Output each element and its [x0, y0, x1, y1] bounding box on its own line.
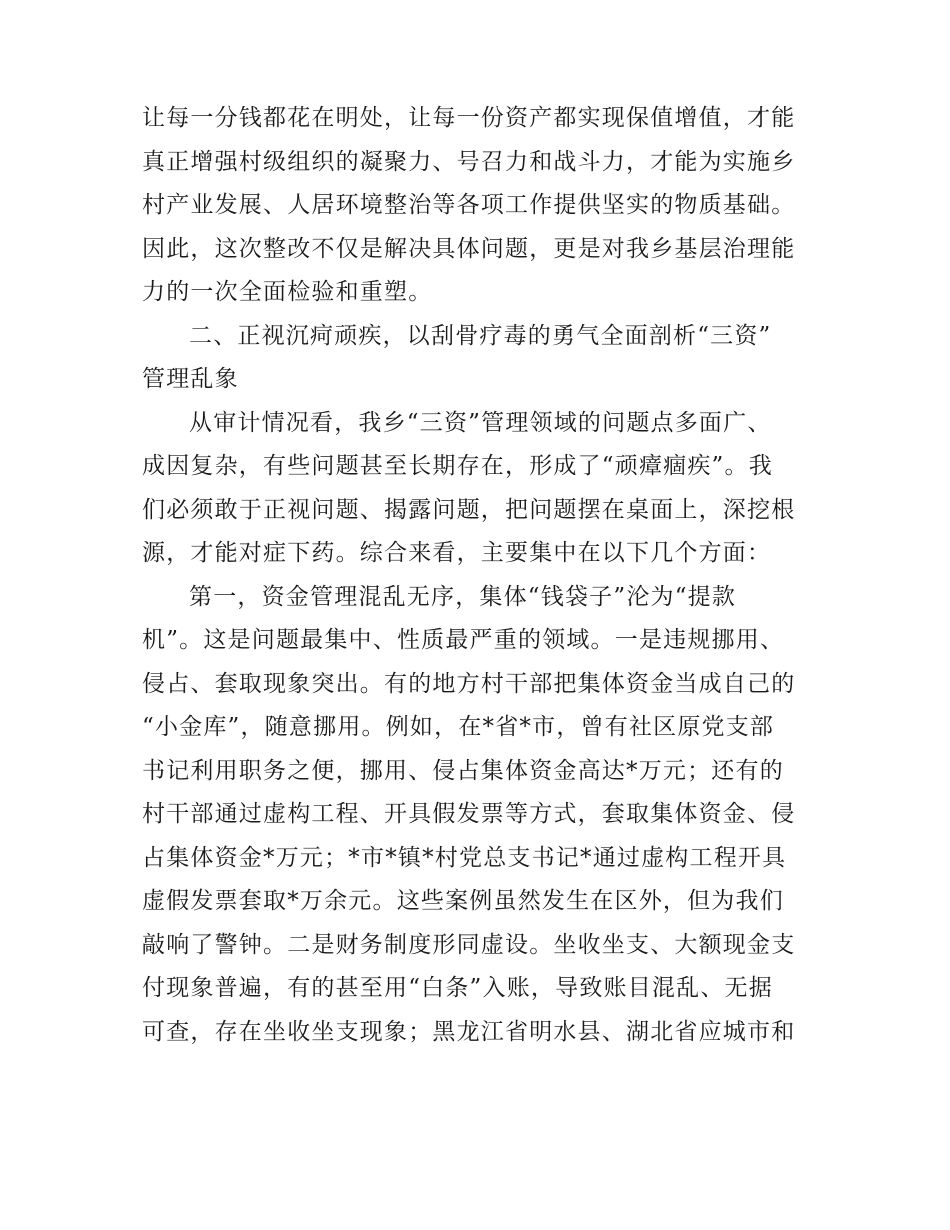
text-line: 村产业发展、人居环境整治等各项工作提供坚实的物质基础。 — [142, 192, 796, 218]
text-line: 村干部通过虚构工程、开具假发票等方式，套取集体资金、侵 — [142, 801, 796, 827]
text-line: 敲响了警钟。二是财务制度形同虚设。坐收坐支、大额现金支 — [142, 931, 796, 958]
paragraph-1 — [142, 97, 814, 315]
text-line: 力的一次全面检验和重塑。 — [142, 279, 433, 305]
heading-line: 管理乱象 — [142, 366, 239, 392]
text-line: 付现象普遍，有的甚至用“白条”入账，导致账目混乱、无据 — [142, 975, 773, 1001]
text-line: 因此，这次整改不仅是解决具体问题，更是对我乡基层治理能 — [142, 235, 796, 262]
document-body — [142, 97, 814, 1054]
heading-line: 二、正视沉疴顽疾，以刮骨疗毒的勇气全面剖析“三资” — [189, 322, 772, 349]
text-line: 可查，存在坐收坐支现象；黑龙江省明水县、湖北省应城市和 — [142, 1018, 796, 1045]
text-line: 虚假发票套取*万余元。这些案例虽然发生在区外，但为我们 — [142, 888, 784, 914]
text-line: 占集体资金*万元；*市*镇*村党总支书记*通过虚构工程开具 — [142, 844, 787, 871]
text-line: 书记利用职务之便，挪用、侵占集体资金高达*万元；还有的 — [142, 757, 784, 784]
text-line: “小金库”，随意挪用。例如，在*省*市，曾有社区原党支部 — [142, 714, 775, 740]
section-heading — [142, 315, 814, 402]
text-line: 机”。这是问题最集中、性质最严重的领域。一是违规挪用、 — [142, 627, 785, 653]
paragraph-2 — [142, 402, 814, 576]
text-line: 让每一分钱都花在明处，让每一份资产都实现保值增值，才能 — [142, 105, 796, 131]
text-line: 从审计情况看，我乡“三资”管理领域的问题点多面广、 — [189, 409, 772, 436]
text-line: 侵占、套取现象突出。有的地方村干部把集体资金当成自己的 — [142, 670, 796, 697]
text-line: 真正增强村级组织的凝聚力、号召力和战斗力，才能为实施乡 — [142, 148, 796, 175]
text-line: 成因复杂，有些问题甚至长期存在，形成了“顽瘴痼疾”。我 — [142, 453, 773, 479]
text-line: 第一，资金管理混乱无序，集体“钱袋子”沦为“提款 — [189, 583, 737, 610]
text-line: 们必须敢于正视问题、揭露问题，把问题摆在桌面上，深挖根 — [142, 496, 796, 523]
text-line: 源，才能对症下药。综合来看，主要集中在以下几个方面： — [142, 540, 772, 566]
paragraph-3 — [142, 576, 814, 1055]
